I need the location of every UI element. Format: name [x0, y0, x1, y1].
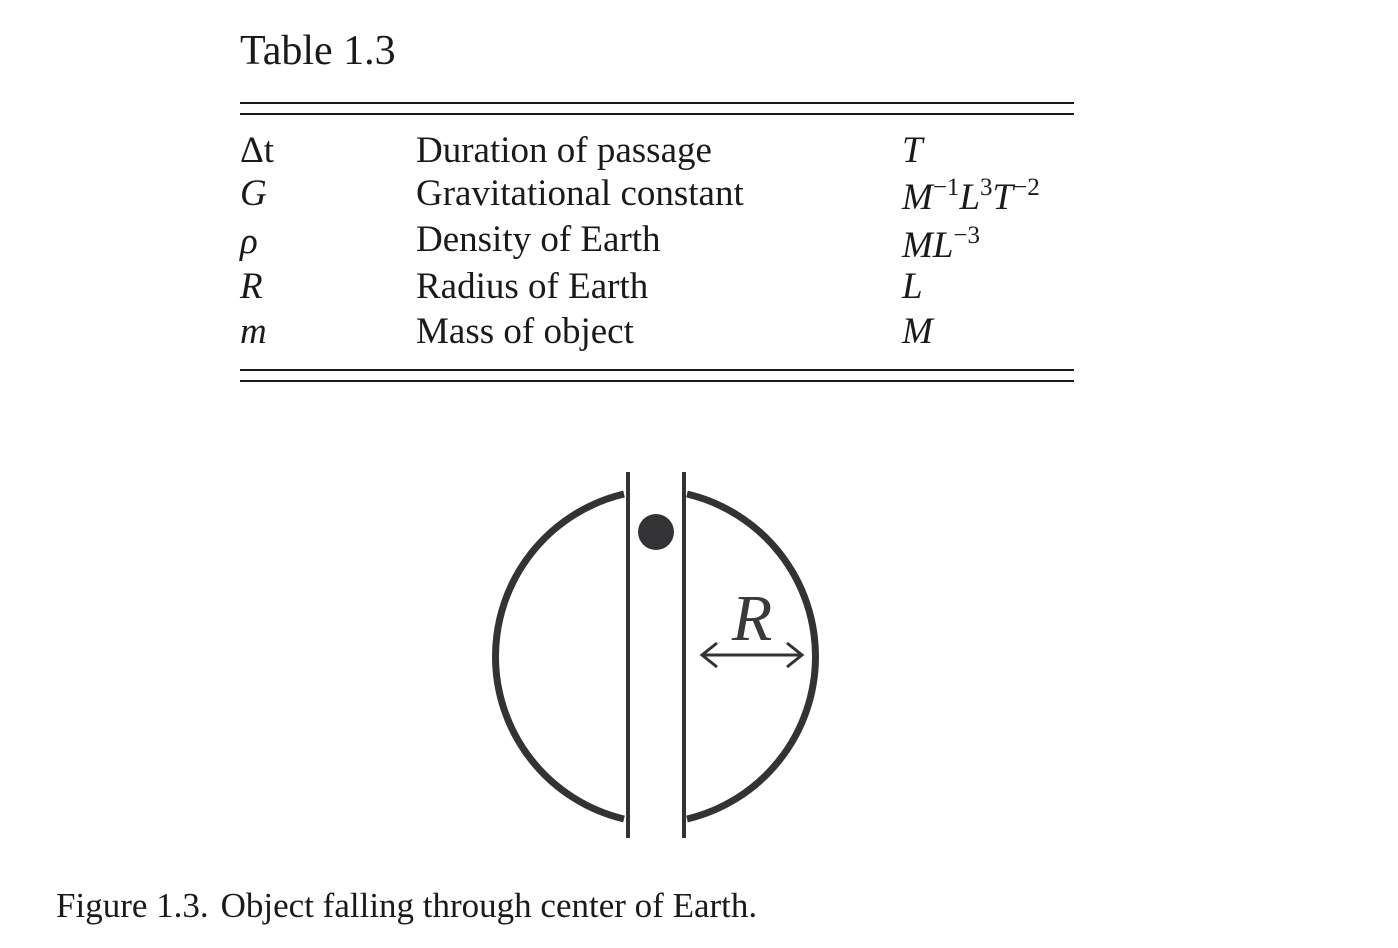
figure-caption-number: Figure 1.3.: [56, 886, 209, 925]
description-density: Density of Earth: [416, 219, 661, 260]
dim-part: T: [992, 177, 1014, 218]
radius-label: R: [731, 582, 773, 655]
dim-part: L: [932, 225, 954, 266]
dim-part: M: [902, 177, 933, 218]
dim-exponent: 3: [980, 174, 993, 201]
dimension-mass: M: [902, 311, 933, 352]
dim-exponent: −3: [953, 222, 981, 249]
symbol-rho: ρ: [240, 221, 258, 262]
table-title: Table 1.3: [240, 28, 396, 74]
symbol-delta-t: Δt: [240, 130, 275, 171]
symbol-m: m: [240, 311, 267, 352]
dimension-density: [902, 224, 980, 268]
dimension-duration: T: [902, 130, 923, 171]
description-duration: Duration of passage: [416, 130, 712, 171]
dim-part: L: [959, 177, 981, 218]
dim-exponent: −2: [1013, 174, 1040, 201]
dim-part: M: [902, 225, 933, 266]
falling-object: [638, 514, 674, 550]
description-gravitational-constant: Gravitational constant: [416, 173, 744, 214]
dimension-radius: L: [902, 266, 923, 307]
earth-tunnel-figure: [470, 460, 850, 850]
table-top-rule-2: [240, 113, 1074, 115]
table-bottom-rule: [240, 369, 1074, 371]
dimension-gravitational-constant: [902, 176, 1040, 220]
symbol-r: R: [240, 266, 263, 307]
dim-exponent: −1: [932, 174, 960, 201]
figure-caption-text: Object falling through center of Earth.: [220, 886, 758, 925]
table-bottom-rule-2: [240, 380, 1074, 382]
table-top-rule: [240, 102, 1074, 104]
symbol-g: G: [240, 173, 267, 214]
description-mass: Mass of object: [416, 311, 634, 352]
earth-left-half: [496, 494, 624, 819]
description-radius: Radius of Earth: [416, 266, 649, 307]
figure-caption: [56, 884, 757, 928]
